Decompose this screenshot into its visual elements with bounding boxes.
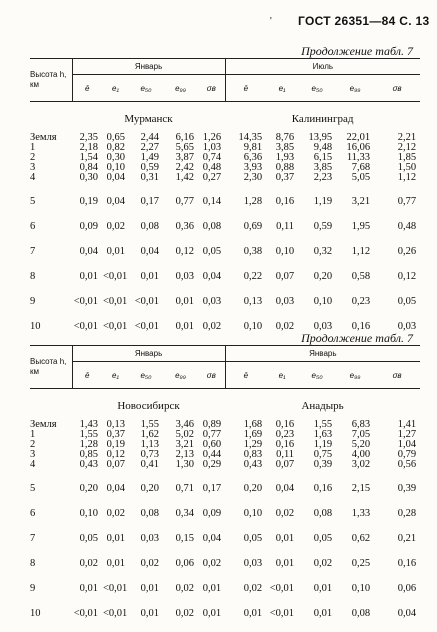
- col-header: σв: [374, 362, 420, 389]
- value-cell: 2,15: [351, 483, 371, 494]
- value-cell: 0,01: [140, 271, 159, 282]
- table-row: [30, 184, 420, 209]
- table-row: [30, 496, 420, 521]
- value-cell: 1,19: [313, 196, 333, 207]
- table-row: [30, 234, 420, 259]
- value-cell: 0,04: [79, 246, 98, 257]
- value-cell: 0,48: [397, 221, 417, 232]
- data-table: [30, 58, 420, 334]
- value-cell: 0,01: [140, 608, 159, 619]
- col-header: e₅₀: [298, 75, 336, 102]
- col-header: e₉₉: [163, 362, 198, 389]
- value-cell: 0,34: [175, 508, 194, 519]
- value-cell: 0,03: [275, 296, 295, 307]
- value-cell: 0,02: [140, 558, 159, 569]
- city-name: Мурманск: [124, 113, 173, 125]
- height-label: 7: [30, 246, 36, 257]
- value-cell: 0,03: [175, 271, 194, 282]
- value-cell: 0,58: [351, 271, 371, 282]
- value-cell: 0,03: [313, 321, 333, 332]
- value-cell: <0,01: [103, 583, 128, 594]
- col-header: e₁: [266, 362, 298, 389]
- value-cell: 1,55 1,63 1,19 0,75 0,39: [313, 419, 333, 470]
- value-cell: 0,02: [106, 508, 125, 519]
- value-cell: 0,02: [202, 321, 222, 332]
- value-cell: 0,01: [243, 608, 263, 619]
- value-cell: 1,43 1,55 1,28 0,85 0,43: [79, 419, 98, 470]
- value-cell: 2,21 2,12 1,85 1,50 1,12: [397, 132, 417, 183]
- value-cell: 0,05: [313, 533, 333, 544]
- value-cell: 0,08: [140, 508, 159, 519]
- value-cell: 0,69: [243, 221, 263, 232]
- value-cell: 0,01: [275, 558, 295, 569]
- table-row: [30, 596, 420, 621]
- value-cell: 0,02: [79, 558, 98, 569]
- value-cell: 0,25: [351, 558, 371, 569]
- value-cell: 0,05: [397, 296, 417, 307]
- value-cell: 0,11: [276, 221, 295, 232]
- value-cell: 1,26 1,03 0,74 0,48 0,27: [202, 132, 222, 183]
- value-cell: 0,06: [175, 558, 194, 569]
- col-header: σв: [198, 362, 225, 389]
- value-cell: 0,02: [243, 583, 263, 594]
- value-cell: 1,68 1,69 1,29 0,83 0,43: [243, 419, 263, 470]
- value-cell: 0,01: [106, 533, 125, 544]
- value-cell: <0,01: [269, 608, 295, 619]
- value-cell: 0,13 0,37 0,19 0,12 0,07: [106, 419, 125, 470]
- value-cell: <0,01: [134, 296, 159, 307]
- value-cell: 0,15: [175, 533, 194, 544]
- value-cell: 0,01: [313, 583, 333, 594]
- col-header: e₉₉: [336, 362, 374, 389]
- height-header: Высота h, км: [30, 346, 72, 389]
- col-header: e₅₀: [129, 362, 163, 389]
- value-cell: <0,01: [73, 321, 98, 332]
- height-label: 5: [30, 196, 36, 207]
- height-label: 8: [30, 271, 36, 282]
- value-cell: 0,16: [313, 483, 333, 494]
- table-row: [30, 209, 420, 234]
- value-cell: 0,08: [313, 508, 333, 519]
- value-cell: 0,01: [79, 271, 98, 282]
- value-cell: 0,32: [313, 246, 333, 257]
- value-cell: 0,03: [397, 321, 417, 332]
- value-cell: 0,05: [243, 533, 263, 544]
- value-cell: 0,02: [106, 221, 125, 232]
- value-cell: 13,95 9,48 6,15 3,85 2,23: [308, 132, 333, 183]
- value-cell: 0,10: [243, 508, 263, 519]
- value-cell: 0,09: [79, 221, 98, 232]
- value-cell: 0,04: [106, 196, 125, 207]
- value-cell: 0,23: [351, 296, 371, 307]
- table-row: [30, 546, 420, 571]
- value-cell: <0,01: [103, 608, 128, 619]
- value-cell: 0,89 0,77 0,60 0,44 0,29: [202, 419, 222, 470]
- value-cell: 6,16 5,65 3,87 2,42 1,42: [175, 132, 194, 183]
- value-cell: 0,20: [243, 483, 263, 494]
- col-header: e₁: [102, 362, 129, 389]
- group-header-right: Июль: [225, 59, 420, 75]
- table-row: [30, 521, 420, 546]
- col-header: e₁: [102, 75, 129, 102]
- value-cell: 0,77: [175, 196, 194, 207]
- value-cell: 0,04: [202, 533, 222, 544]
- col-header: σв: [374, 75, 420, 102]
- value-cell: 0,04: [275, 483, 295, 494]
- value-cell: 2,44 2,27 1,49 0,59 0,31: [140, 132, 159, 183]
- value-cell: 0,14: [202, 196, 222, 207]
- value-cell: 22,01 16,06 11,33 7,68 5,05: [346, 132, 371, 183]
- height-label: 6: [30, 221, 36, 232]
- value-cell: 0,20: [313, 271, 333, 282]
- col-header: ē: [72, 75, 102, 102]
- city-name: Калининград: [291, 113, 354, 125]
- value-cell: 0,20: [140, 483, 159, 494]
- value-cell: 0,02: [202, 558, 222, 569]
- value-cell: 0,03: [202, 296, 222, 307]
- value-cell: 1,41 1,27 1,04 0,79 0,56: [397, 419, 417, 470]
- value-cell: 0,17: [202, 483, 222, 494]
- value-cell: 0,10: [275, 246, 295, 257]
- value-cell: 0,17: [140, 196, 159, 207]
- city-name: Новосибирск: [117, 400, 180, 412]
- value-cell: 0,22: [243, 271, 263, 282]
- value-cell: <0,01: [103, 296, 128, 307]
- value-cell: 0,01: [106, 246, 125, 257]
- value-cell: 14,35 9,81 6,36 3,93 2,30: [238, 132, 263, 183]
- value-cell: 0,28: [397, 508, 417, 519]
- value-cell: 1,12: [351, 246, 371, 257]
- value-cell: 0,16 0,23 0,16 0,11 0,07: [275, 419, 295, 470]
- col-header: ē: [72, 362, 102, 389]
- value-cell: 0,19: [79, 196, 98, 207]
- value-cell: 0,01: [275, 533, 295, 544]
- value-cell: 0,09: [202, 508, 222, 519]
- value-cell: 0,01: [313, 608, 333, 619]
- col-header: e₉₉: [163, 75, 198, 102]
- col-header: ē: [225, 362, 266, 389]
- value-cell: 0,39: [397, 483, 417, 494]
- value-cell: 0,38: [243, 246, 263, 257]
- value-cell: 0,01: [140, 583, 159, 594]
- value-cell: <0,01: [103, 271, 128, 282]
- value-cell: 0,20: [79, 483, 98, 494]
- value-cell: 0,13: [243, 296, 263, 307]
- table-caption: Продолжение табл. 7: [301, 331, 413, 345]
- value-cell: 0,02: [275, 508, 295, 519]
- value-cell: 6,83 7,05 5,20 4,00 3,02: [351, 419, 371, 470]
- value-cell: 0,77: [397, 196, 417, 207]
- height-label: 7: [30, 533, 36, 544]
- group-header-left: Январь: [72, 346, 225, 362]
- value-cell: 0,02: [175, 608, 194, 619]
- value-cell: 0,04: [202, 271, 222, 282]
- table-row: [30, 471, 420, 496]
- col-header: σв: [198, 75, 225, 102]
- value-cell: 0,01: [175, 296, 194, 307]
- group-header-right: Январь: [225, 346, 420, 362]
- value-cell: 3,21: [351, 196, 371, 207]
- col-header: e₉₉: [336, 75, 374, 102]
- value-cell: 1,95: [351, 221, 371, 232]
- value-cell: 0,71: [175, 483, 194, 494]
- table-row: [30, 259, 420, 284]
- value-cell: 0,06: [397, 583, 417, 594]
- value-cell: 0,04: [397, 608, 417, 619]
- value-cell: 0,65 0,82 0,30 0,10 0,04: [106, 132, 125, 183]
- value-cell: 8,76 3,85 1,93 0,88 0,37: [275, 132, 295, 183]
- value-cell: 0,03: [140, 533, 159, 544]
- value-cell: 0,10: [313, 296, 333, 307]
- value-cell: 0,01: [175, 321, 194, 332]
- value-cell: 0,01: [202, 608, 222, 619]
- height-label: 5: [30, 483, 36, 494]
- value-cell: 0,02: [275, 321, 295, 332]
- height-label: 9: [30, 583, 36, 594]
- table-caption: Продолжение табл. 7: [301, 44, 413, 58]
- value-cell: 0,01: [202, 583, 222, 594]
- value-cell: 2,35 2,18 1,54 0,84 0,30: [79, 132, 98, 183]
- value-cell: <0,01: [73, 608, 98, 619]
- col-header: ē: [225, 75, 266, 102]
- col-header: e₅₀: [129, 75, 163, 102]
- value-cell: 1,33: [351, 508, 371, 519]
- height-label: 9: [30, 296, 36, 307]
- height-label: 6: [30, 508, 36, 519]
- col-header: e₅₀: [298, 362, 336, 389]
- value-cell: 0,05: [79, 533, 98, 544]
- value-cell: <0,01: [73, 296, 98, 307]
- table-row: [30, 571, 420, 596]
- value-cell: 0,36: [175, 221, 194, 232]
- value-cell: 0,10: [351, 583, 371, 594]
- height-label: 10: [30, 608, 41, 619]
- value-cell: <0,01: [134, 321, 159, 332]
- value-cell: 3,46 5,02 3,21 2,13 1,30: [175, 419, 194, 470]
- value-cell: 0,08: [140, 221, 159, 232]
- page-title: ГОСТ 26351—84 С. 13: [298, 14, 430, 28]
- value-cell: 0,21: [397, 533, 417, 544]
- value-cell: 0,02: [175, 583, 194, 594]
- height-label: 8: [30, 558, 36, 569]
- height-header: Высота h, км: [30, 59, 72, 102]
- city-name: Анадырь: [301, 400, 344, 412]
- single-rows: [30, 471, 420, 621]
- height-labels: Земля 1 2 3 4: [30, 419, 57, 470]
- col-header: e₁: [266, 75, 298, 102]
- table-row: [30, 284, 420, 309]
- value-cell: 0,16: [351, 321, 371, 332]
- value-cell: <0,01: [269, 583, 295, 594]
- group-header-left: Январь: [72, 59, 225, 75]
- value-cell: 0,10: [79, 508, 98, 519]
- page-header: [0, 14, 437, 34]
- value-cell: 0,16: [275, 196, 295, 207]
- single-rows: [30, 184, 420, 334]
- value-cell: 0,26: [397, 246, 417, 257]
- value-cell: 0,02: [313, 558, 333, 569]
- value-cell: 0,59: [313, 221, 333, 232]
- value-cell: 0,04: [140, 246, 159, 257]
- value-cell: <0,01: [103, 321, 128, 332]
- value-cell: 0,16: [397, 558, 417, 569]
- value-cell: 0,62: [351, 533, 371, 544]
- value-cell: 0,05: [202, 246, 222, 257]
- value-cell: 0,01: [106, 558, 125, 569]
- data-table: [30, 345, 420, 621]
- page-mark: ': [270, 16, 272, 27]
- height-labels: Земля 1 2 3 4: [30, 132, 57, 183]
- height-label: 10: [30, 321, 41, 332]
- value-cell: 1,28: [243, 196, 263, 207]
- value-cell: 1,55 1,62 1,13 0,73 0,41: [140, 419, 159, 470]
- value-cell: 0,03: [243, 558, 263, 569]
- value-cell: 0,12: [175, 246, 194, 257]
- value-cell: 0,01: [79, 583, 98, 594]
- value-cell: 0,10: [243, 321, 263, 332]
- value-cell: 0,04: [106, 483, 125, 494]
- value-cell: 0,12: [397, 271, 417, 282]
- value-cell: 0,08: [202, 221, 222, 232]
- value-cell: 0,08: [351, 608, 371, 619]
- value-cell: 0,07: [275, 271, 295, 282]
